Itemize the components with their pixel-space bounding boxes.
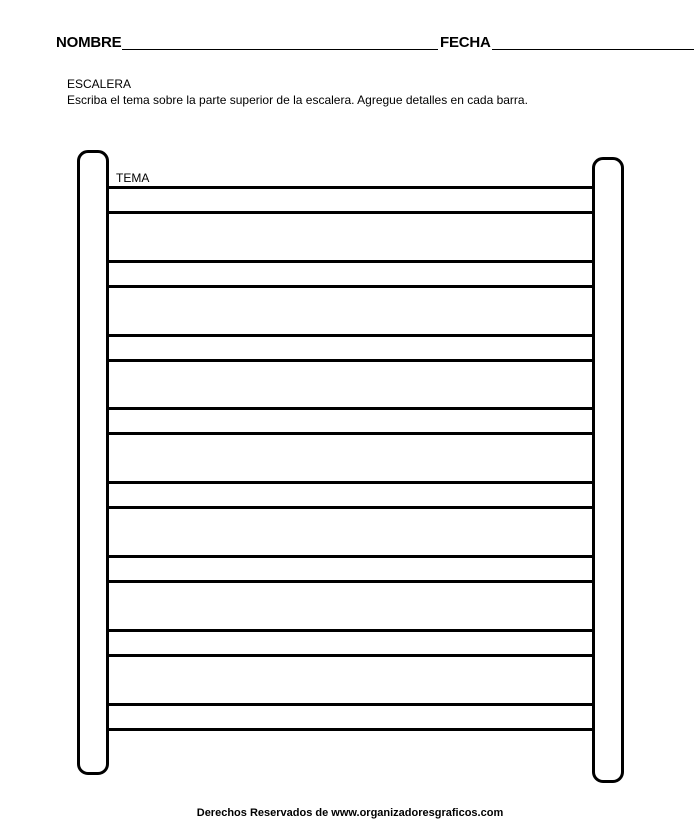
rung-top-line: [108, 260, 592, 263]
rung-top-line: [108, 555, 592, 558]
rung-top-line: [108, 186, 592, 189]
rung-top-line: [108, 334, 592, 337]
topic-label: TEMA: [116, 171, 150, 185]
rung-bottom-line: [108, 285, 592, 288]
rung-bottom-line: [108, 654, 592, 657]
rung-bottom-line: [108, 506, 592, 509]
rung-top-line: [108, 703, 592, 706]
rung-top-line: [108, 629, 592, 632]
rung-bottom-line: [108, 211, 592, 214]
date-label: FECHA: [440, 34, 491, 51]
worksheet-instructions: Escriba el tema sobre la parte superior de la escalera. Agregue detalles en cada barra.: [67, 93, 528, 107]
rung-bottom-line: [108, 359, 592, 362]
rung-bottom-line: [108, 580, 592, 583]
rung-top-line: [108, 407, 592, 410]
rung-bottom-line: [108, 728, 592, 731]
date-field[interactable]: [492, 49, 694, 50]
name-label: NOMBRE: [56, 34, 122, 51]
rung-top-line: [108, 481, 592, 484]
ladder-right-rail: [592, 157, 624, 783]
name-field[interactable]: [122, 49, 438, 50]
worksheet-title: ESCALERA: [67, 77, 132, 91]
rung-bottom-line: [108, 432, 592, 435]
ladder-left-rail: [77, 150, 109, 775]
copyright-footer: Derechos Reservados de www.organizadoresgraficos.com: [196, 807, 504, 819]
